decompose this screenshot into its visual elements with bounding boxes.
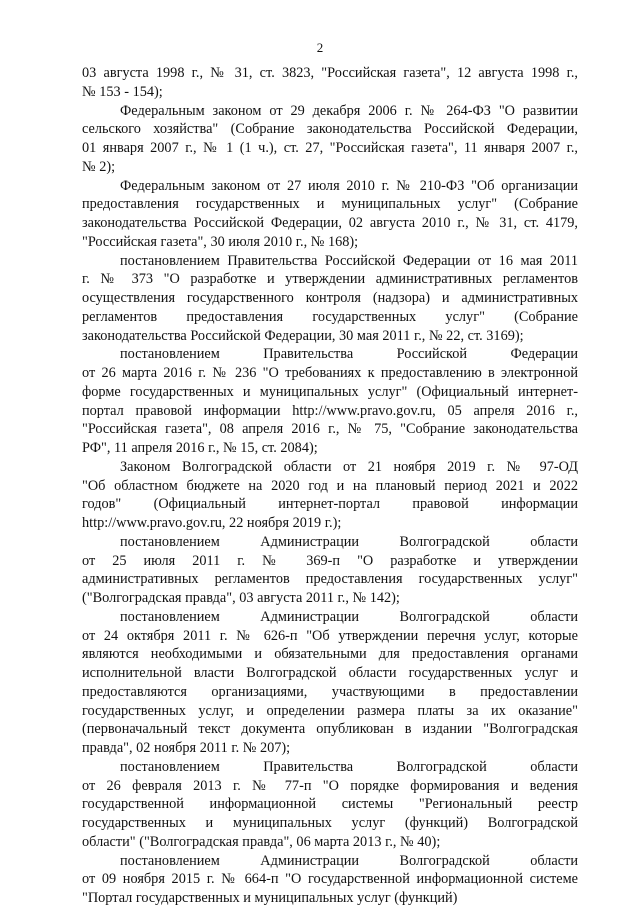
text-line: от 26 февраля 2013 г. № 77-п "О порядке формирования и ведения xyxy=(82,777,578,794)
paragraph xyxy=(82,852,578,908)
text-line: № 2); xyxy=(82,158,116,175)
text-line: постановлением Администрации Волгоградской области xyxy=(120,533,578,550)
text-line: законодательства Российской Федерации, 30 мая 2011 г., № 22, ст. 3169); xyxy=(82,327,524,344)
text-line: регламентов предоставления государственных услуг" (Собрание xyxy=(82,308,578,325)
text-line: осуществления государственного контроля (надзора) и административных xyxy=(82,290,578,306)
text-line: предоставляются организациями, участвующими в предоставлении xyxy=(82,683,578,700)
text-line: Законом Волгоградской области от 21 ноября 2019 г. № 97-ОД xyxy=(120,458,578,475)
text-line: годов" (Официальный интернет-портал правовой информации xyxy=(82,496,578,513)
text-line: ("Волгоградская правда", 03 августа 2011 г., № 142); xyxy=(82,590,400,606)
text-line: государственных услуг, и определении размера платы за их оказание" xyxy=(82,702,578,719)
text-line: постановлением Правительства Российской Федерации xyxy=(120,346,578,363)
paragraph xyxy=(82,758,578,852)
text-line: постановлением Правительства Волгоградской области xyxy=(120,758,578,775)
text-line: Федеральным законом от 27 июля 2010 г. № 210-ФЗ "Об организации xyxy=(120,177,578,194)
paragraph xyxy=(82,533,578,608)
page-number: 2 xyxy=(316,40,324,55)
text-line: форме государственных и муниципальных услуг" (Официальный интернет- xyxy=(82,383,578,400)
text-line: сельского хозяйства" (Собрание законодательства Российской Федерации, xyxy=(82,121,578,138)
text-line: от 26 марта 2016 г. № 236 "О требованиях к предоставлению в электронной xyxy=(82,365,578,381)
text-line: административных регламентов предоставления государственных услуг" xyxy=(82,571,578,588)
paragraph xyxy=(82,458,578,533)
paragraph xyxy=(82,345,578,458)
text-line: исполнительной власти Волгоградской области государственных услуг и xyxy=(82,665,578,681)
text-line: № 153 - 154); xyxy=(82,83,163,100)
text-line: http://www.pravo.gov.ru, 22 ноября 2019 г.); xyxy=(82,515,342,531)
text-line: "Об областном бюджете на 2020 год и на плановый период 2021 и 2022 xyxy=(82,477,578,494)
document-body xyxy=(82,64,578,908)
paragraph xyxy=(82,608,578,758)
paragraph xyxy=(82,177,578,252)
text-line: законодательства Российской Федерации, 02 августа 2010 г., № 31, ст. 4179, xyxy=(82,215,578,231)
text-line: правда", 02 ноября 2011 г. № 207); xyxy=(82,740,291,756)
text-line: от 24 октября 2011 г. № 626-п "Об утверждении перечня услуг, которые xyxy=(82,627,578,644)
text-line: 03 августа 1998 г., № 31, ст. 3823, "Российская газета", 12 августа 1998 г., xyxy=(82,65,578,81)
text-line: РФ", 11 апреля 2016 г., № 15, ст. 2084); xyxy=(82,440,318,456)
text-line: постановлением Правительства Российской Федерации от 16 мая 2011 xyxy=(120,252,578,269)
text-line: г. № 373 "О разработке и утверждении административных регламентов xyxy=(82,271,578,288)
text-line: от 09 ноября 2015 г. № 664-п "О государственной информационной системе xyxy=(82,871,578,888)
text-line: портал правовой информации http://www.pravo.gov.ru, 05 апреля 2016 г., xyxy=(82,402,578,419)
text-line: 01 января 2007 г., № 1 (1 ч.), ст. 27, "Российская газета", 11 января 2007 г., xyxy=(82,140,578,156)
paragraph xyxy=(82,102,578,177)
text-line: "Портал государственных и муниципальных услуг (функций) xyxy=(82,890,458,906)
text-line: государственных и муниципальных услуг (функций) Волгоградской xyxy=(82,815,578,831)
text-line: (первоначальный текст документа опубликован в издании "Волгоградская xyxy=(82,721,578,738)
text-line: предоставления государственных и муниципальных услуг" (Собрание xyxy=(82,196,578,213)
text-line: Федеральным законом от 29 декабря 2006 г. № 264-ФЗ "О развитии xyxy=(120,102,578,119)
text-line: постановлением Администрации Волгоградской области xyxy=(120,852,578,869)
text-line: "Российская газета", 08 апреля 2016 г., № 75, "Собрание законодательства xyxy=(82,421,578,438)
text-line: государственной информационной системы "Региональный реестр xyxy=(82,796,578,813)
paragraph xyxy=(82,64,578,102)
text-line: являются необходимыми и обязательными для предоставления органами xyxy=(82,646,578,663)
text-line: "Российская газета", 30 июля 2010 г., № 168); xyxy=(82,233,359,250)
text-line: постановлением Администрации Волгоградской области xyxy=(120,608,578,625)
text-line: области" ("Волгоградская правда", 06 марта 2013 г., № 40); xyxy=(82,833,441,850)
paragraph xyxy=(82,252,578,346)
text-line: от 25 июля 2011 г. № 369-п "О разработке и утверждении xyxy=(82,552,578,569)
